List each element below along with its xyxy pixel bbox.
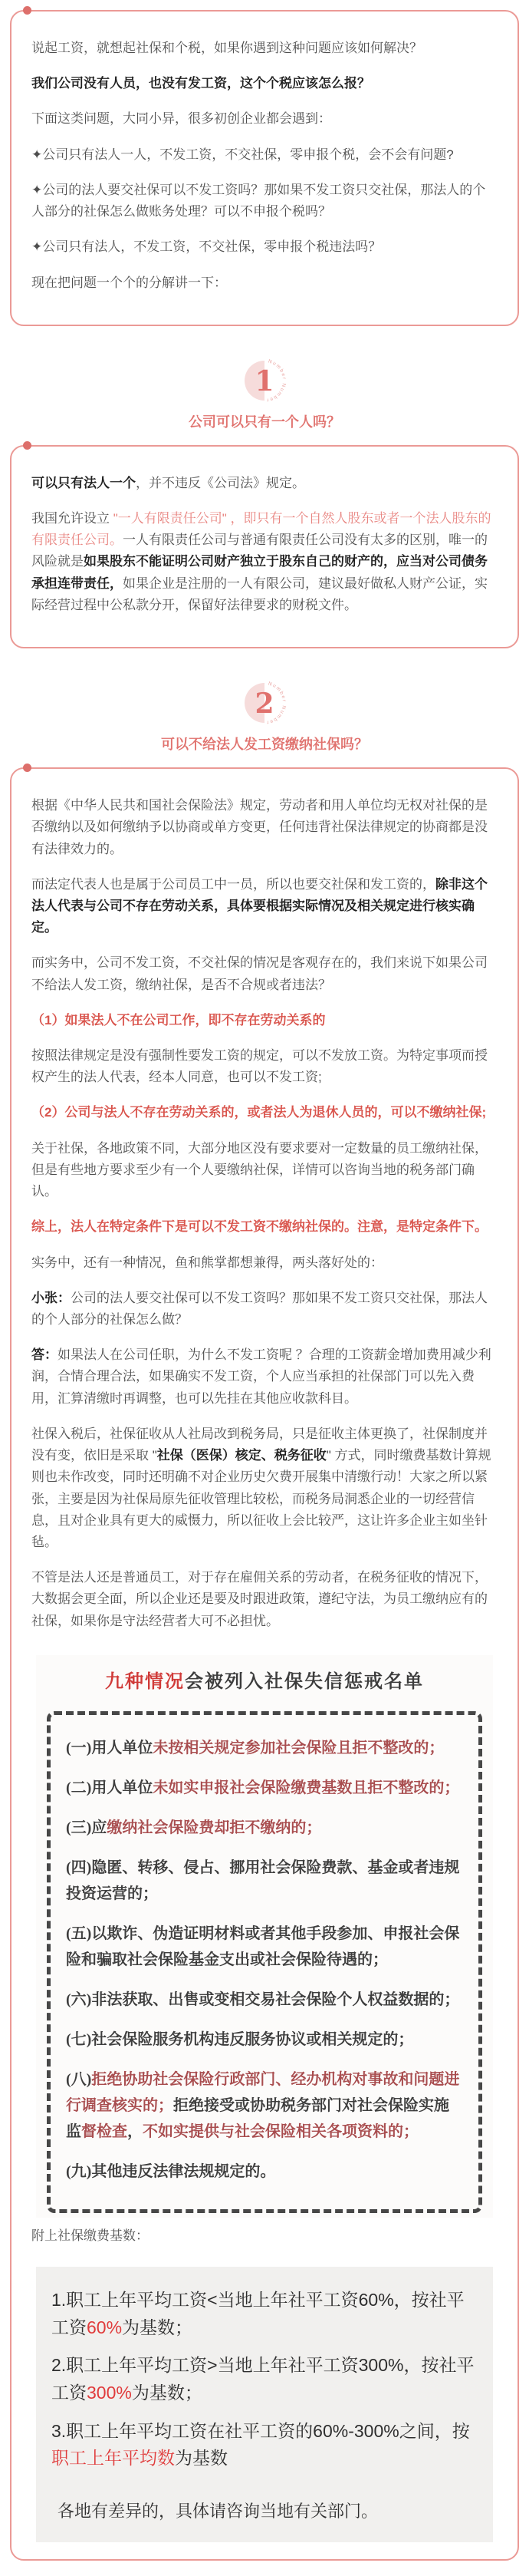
section-1-badge-wrap	[10, 358, 519, 407]
blacklist-title	[36, 1666, 493, 1693]
text-segment: 缴纳社会保险费却拒不缴纳的；	[107, 1819, 322, 1836]
text-segment: 综上，法人在特定条件下是可以不发工资不缴纳社保的。注意，是特定条件下。	[31, 1219, 488, 1235]
base-rule-item	[51, 2287, 478, 2341]
base-rules-image	[36, 2267, 493, 2542]
text-segment: ，	[127, 2122, 143, 2140]
text-segment: ✦公司只有法人，不发工资，不交社保，零申报个税违法吗？	[31, 239, 382, 255]
blacklist-image	[36, 1655, 493, 2218]
text-segment: 附上社保缴费基数：	[31, 2228, 149, 2243]
text-segment: 社保（医保）核定、税务征收	[156, 1448, 327, 1463]
text-segment: 而实务中，公司不发工资，不交社保的情况是客观存在的，我们来说下如果公司不给法人发工资，缴纳社保，是否不合规或者违法？	[31, 955, 488, 992]
text-segment: 未如实申报社会保险缴费基数且拒不整改的；	[153, 1779, 460, 1796]
intro-paragraph	[31, 272, 498, 294]
text-segment: 我们公司没有人员，也没有发工资，这个个税应该怎么报？	[31, 76, 370, 91]
text-segment: 拒绝接受或协助税务部门对社会保险实施监	[66, 2096, 449, 2140]
section-2-title: 可以不给法人发工资缴纳社保吗？	[161, 737, 368, 753]
section-2-paragraph	[31, 1288, 498, 1331]
text-segment: (五)以欺诈、伪造证明材料或者其他手段参加、申报社会保险和骗取社会保险基金支出或社会保险待遇的；	[66, 1925, 460, 1968]
section-2-paragraph	[31, 1216, 498, 1238]
intro-paragraphs	[31, 38, 498, 294]
text-segment: (六)非法获取、出售或变相交易社会保险个人权益数据的；	[66, 1991, 460, 2008]
section-2-paragraph	[31, 1567, 498, 1632]
intro-box	[10, 10, 519, 326]
text-segment: (七)社会保险服务机构违反服务协议或相关规定的；	[66, 2030, 414, 2048]
blacklist-item	[66, 2159, 463, 2185]
text-segment: 为基数	[175, 2448, 228, 2469]
intro-paragraph	[31, 108, 498, 130]
text-segment: 为基数；	[131, 2382, 202, 2403]
text-segment: (四)隐匿、转移、侵占、挪用社会保险费款、基金或者违规投资运营的；	[66, 1859, 460, 1902]
section-2-paragraph	[31, 952, 498, 995]
blacklist-item	[66, 1815, 463, 1841]
section-2-paragraph	[31, 874, 498, 939]
text-segment: " 方式，同时缴费基数计算规则也未作改变，同时还明确不对企业历史欠费开展集中清缴行动！大家之所以紧张，主要是因为社保局原先征收管理比较松，而税务局洞悉企业的一切经营信息，且对企业具有更大的威慑力，所以征收上会比较严，这让许多企业主如坐针毡。	[31, 1448, 491, 1549]
text-segment: （1）如果法人不在公司工作，即不存在劳动关系的	[31, 1012, 326, 1027]
section-1-paragraph	[31, 473, 498, 494]
text-segment: (三)应	[66, 1819, 107, 1836]
text-segment: 为基数；	[122, 2317, 193, 2337]
intro-paragraph	[31, 38, 498, 59]
blacklist-title-highlight: 九种情况	[105, 1671, 185, 1692]
text-segment: 按照法律规定是没有强制性要发工资的规定，可以不发放工资。为特定事项而授权产生的法人代表，经本人同意，也可以不发工资;	[31, 1048, 488, 1085]
section-2-badge-wrap	[10, 681, 519, 729]
text-segment: 如果股东不能证明公司财产独立于股东自己的财产的，应当对公司债务承担连带责任，	[31, 554, 488, 591]
section-2-paragraph	[31, 1423, 498, 1553]
base-rules-note: 各地有差异的，具体请咨询当地有关部门。	[58, 2501, 379, 2521]
text-segment: 督检查	[81, 2122, 127, 2140]
box-corner-dot-icon	[23, 6, 31, 15]
base-rule-item	[51, 2352, 478, 2406]
intro-paragraph	[31, 180, 498, 223]
blacklist-item	[66, 1987, 463, 2013]
base-rules-list	[51, 2287, 478, 2472]
text-segment: 实务中，还有一种情况，鱼和熊掌都想兼得，两头落好处的：	[31, 1255, 383, 1270]
base-intro	[31, 2225, 498, 2247]
text-segment: 不管是法人还是普通员工，对于存在雇佣关系的劳动者，在税务征收的情况下，大数据会更全面，所以企业还是要及时跟进政策，遵纪守法，为员工缴纳应有的社保，如果你是守法经营者大可不必担忧。	[31, 1570, 488, 1628]
section-1-title: 公司可以只有一个人吗？	[189, 414, 340, 430]
text-segment: 不如实提供与社会保险相关各项资料的；	[143, 2122, 419, 2140]
blacklist-item	[66, 1735, 463, 1761]
intro-paragraph	[31, 236, 498, 258]
blacklist-item	[66, 1855, 463, 1907]
text-segment: 60%	[87, 2317, 123, 2337]
text-segment: "一人有限责任公司" ，即只有一个自然人股东或者一个法人股东的有限责任公司。	[31, 510, 491, 548]
box-corner-dot-icon	[23, 764, 31, 772]
text-segment: （2）公司与法人不存在劳动关系的，或者法人为退休人员的，可以不缴纳社保;	[31, 1105, 487, 1120]
text-segment: ✦公司的法人要交社保可以不发工资吗？那如果不发工资只交社保，那法人的个人部分的社保怎么做账务处理？可以不申报个税吗？	[31, 182, 486, 219]
blacklist-item	[66, 2027, 463, 2053]
blacklist-item	[66, 2066, 463, 2145]
text-segment: (八)	[66, 2070, 92, 2088]
blacklist-item	[66, 1921, 463, 1973]
text-segment: 拒绝协助社会保险行政部门、经办机构对事故和问题进行调查核实的；	[66, 2070, 460, 2114]
text-segment: 1.职工上年平均工资<当地上年社平工资60%，按社平工资	[51, 2290, 465, 2337]
section-2-paragraph	[31, 1252, 498, 1274]
text-segment: 3.职工上年平均工资在社平工资的60%-300%之间，按	[51, 2420, 470, 2441]
section-1-paragraphs	[31, 473, 498, 616]
text-segment: 如果法人在公司任职，为什么不发工资呢 ？合理的工资薪金增加费用减少利润，合情合理合法，如果确实不发工资，个人应当承担的社保部门可以先入费用，汇算清缴时再调整，也可以先挂在其他应收款科目。	[31, 1347, 491, 1406]
text-segment: 而法定代表人也是属于公司员工中一员，所以也要交社保和发工资的，	[31, 876, 435, 892]
text-segment: (二)用人单位	[66, 1779, 153, 1796]
text-segment: 300%	[87, 2382, 132, 2403]
text-segment: 答：	[31, 1347, 58, 1363]
intro-paragraph	[31, 144, 498, 166]
box-corner-dot-icon	[23, 441, 31, 450]
section-2-paragraph	[31, 1138, 498, 1203]
section-2-paragraph	[31, 795, 498, 860]
intro-paragraph	[31, 73, 498, 94]
text-segment: 说起工资，就想起社保和个税，如果你遇到这种问题应该如何解决？	[31, 41, 422, 55]
blacklist-dashed-box	[47, 1711, 482, 2213]
section-1-number-badge-icon	[242, 358, 287, 403]
section-2-paragraph	[31, 1344, 498, 1410]
text-segment: 可以只有法人一个	[31, 475, 136, 490]
text-segment: 我国允许设立	[31, 510, 113, 526]
text-segment: 公司的法人要交社保可以不发工资吗？那如果不发工资只交社保，那法人的个人部分的社保怎么做？	[31, 1290, 488, 1327]
text-segment: (九)其他违反法律法规规定的。	[66, 2162, 276, 2180]
text-segment: 现在把问题一个个的分解讲一下：	[31, 275, 227, 290]
text-segment: 下面这类问题，大同小异，很多初创企业都会遇到：	[31, 111, 331, 127]
section-2-paragraph	[31, 1010, 498, 1031]
base-intro-paragraph	[31, 2225, 498, 2247]
base-rule-item	[51, 2418, 478, 2472]
text-segment: 根据《中华人民共和国社会保险法》规定，劳动者和用人单位均无权对社保的是否缴纳以及如何缴纳予以协商或单方变更，任何违背社保法律规定的协商都是没有法律效力的。	[31, 798, 488, 856]
badge-number: 1	[255, 364, 274, 397]
blacklist-title-rest: 会被列入社保失信惩戒名单	[185, 1671, 424, 1692]
section-1-paragraph	[31, 508, 498, 616]
section-2-paragraph	[31, 1102, 498, 1123]
text-segment: ，并不违反《公司法》规定。	[136, 475, 305, 490]
text-segment: 除非这个法人代表与公司不存在劳动关系，具体要根据实际情况及相关规定进行核实确定。	[31, 876, 488, 935]
text-segment: 关于社保，各地政策不同，大部分地区没有要求要对一定数量的员工缴纳社保，但是有些地方要求至少有一个人要缴纳社保，详情可以咨询当地的税务部门确认。	[31, 1140, 488, 1199]
badge-number: 2	[255, 688, 274, 721]
text-segment: 2.职工上年平均工资>当地上年社平工资300%，按社平工资	[51, 2355, 475, 2403]
text-segment: 职工上年平均数	[51, 2448, 175, 2469]
text-segment: 如果企业是注册的一人有限公司，建议最好做私人财产公证，实际经营过程中公私款分开，保留好法律要求的财税文件。	[31, 576, 488, 612]
text-segment: 未按相关规定参加社会保险且拒不整改的；	[153, 1739, 445, 1756]
text-segment: 社保入税后，社保征收从人社局改到税务局，只是征收主体更换了，社保制度并没有变，依旧是采取 "	[31, 1426, 488, 1463]
text-segment: (一)用人单位	[66, 1739, 153, 1756]
section-1-box	[10, 445, 519, 648]
section-2-paragraph	[31, 1045, 498, 1088]
text-segment: 一人有限责任公司与普通有限责任公司没有太多的区别，唯一的风险就是	[31, 533, 488, 569]
text-segment: ✦公司只有法人一人，不发工资，不交社保，零申报个税，会不会有问题?	[31, 147, 454, 162]
text-segment: 小张：	[31, 1290, 71, 1305]
badge-caption: Number Number	[265, 358, 287, 403]
section-2-box	[10, 767, 519, 2561]
blacklist-item	[66, 1775, 463, 1801]
section-2-paragraphs	[31, 795, 498, 1632]
badge-caption: Number Number	[265, 681, 287, 726]
section-2-number-badge-icon	[242, 681, 287, 725]
